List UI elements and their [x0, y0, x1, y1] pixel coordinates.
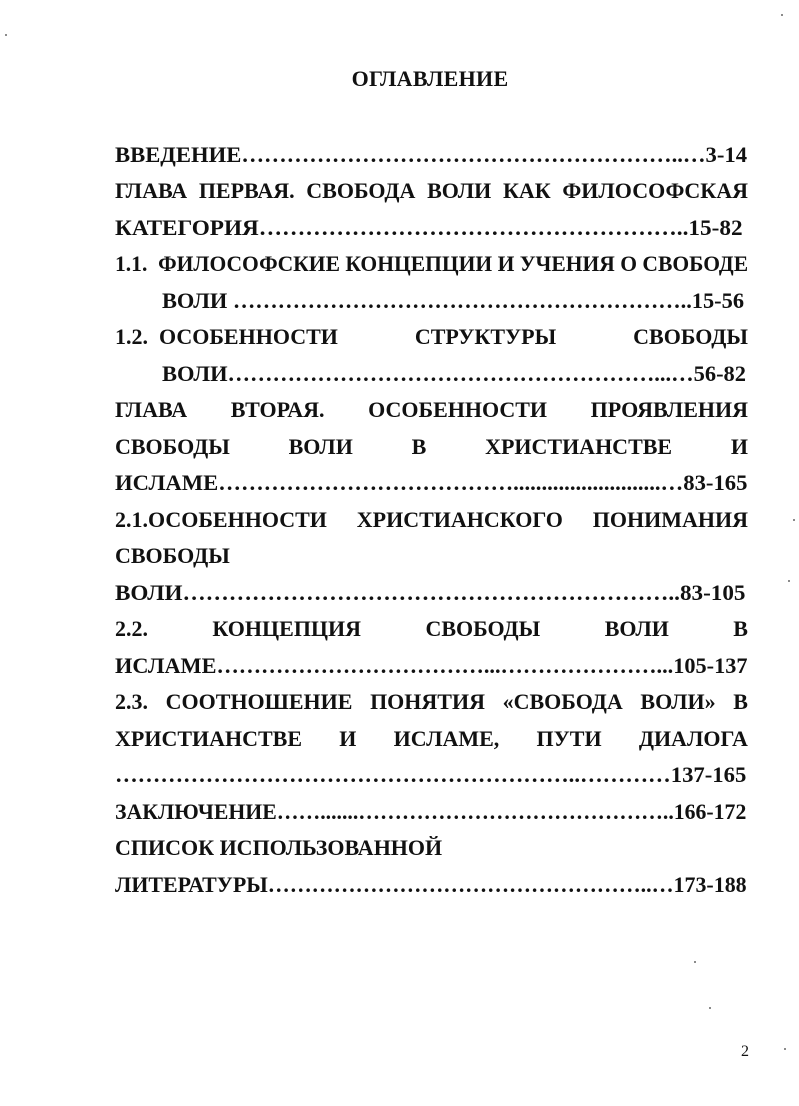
toc-line-section-1-2-b	[162, 361, 746, 387]
word: ГЛАВА	[115, 178, 188, 203]
toc-text: ВОЛИ ……………………………………………………..15-56	[162, 288, 745, 313]
toc-line-introduction	[115, 142, 747, 168]
page-title: ОГЛАВЛЕНИЕ	[351, 66, 509, 91]
word: 2.1.ОСОБЕННОСТИ	[115, 507, 327, 532]
word: КАК	[502, 178, 551, 203]
toc-line-section-2-3-b	[115, 726, 748, 752]
scan-speck	[709, 1007, 711, 1009]
scan-speck	[784, 1048, 786, 1050]
toc-line-section-2-1-b	[115, 543, 230, 569]
toc-line-chapter-2-b	[115, 434, 748, 460]
word: СТРУКТУРЫ	[414, 324, 557, 349]
toc-line-section-2-2-b	[115, 653, 748, 679]
word: СВОБОДЫ	[633, 324, 748, 349]
toc-line-section-1-1-a	[115, 251, 748, 277]
toc-text: СВОБОДЫ	[115, 543, 230, 568]
toc-text: ……………………………………………………..…………137-165	[115, 762, 747, 787]
toc-text: СПИСОК ИСПОЛЬЗОВАННОЙ	[115, 835, 443, 860]
toc-text: ВВЕДЕНИЕ…………………………………………………..…3-14	[115, 142, 748, 167]
word: СВОБОДЫ	[425, 616, 541, 641]
scan-speck	[694, 961, 696, 963]
toc-line-chapter-1-b	[115, 215, 743, 241]
word: ПУТИ	[536, 726, 602, 751]
toc-line-section-2-1-c	[115, 580, 746, 606]
word: И	[730, 434, 748, 459]
toc-line-conclusion	[115, 799, 746, 825]
word: СВОБОДЫ	[115, 434, 230, 459]
page-number: 2	[741, 1043, 749, 1060]
word: ПЕРВАЯ.	[198, 178, 295, 203]
word: ВОЛИ	[604, 616, 669, 641]
word: ДИАЛОГА	[638, 726, 748, 751]
word: В	[733, 616, 748, 641]
toc-text: ЛИТЕРАТУРЫ……………………………………………..…173-188	[115, 872, 747, 897]
toc-text: 1.1. ФИЛОСОФСКИЕ КОНЦЕПЦИИ И УЧЕНИЯ О СВОБОДЕ	[115, 251, 749, 276]
word: ИСЛАМЕ,	[393, 726, 500, 751]
word: ОСОБЕННОСТИ	[368, 397, 548, 422]
toc-line-chapter-2-a	[115, 397, 748, 423]
toc-line-chapter-2-c	[115, 470, 748, 496]
toc-text: ЗАКЛЮЧЕНИЕ…….......……………………………………..166-172	[115, 799, 747, 824]
scan-speck	[5, 34, 7, 36]
word: ФИЛОСОФСКАЯ	[562, 178, 748, 203]
toc-text: ВОЛИ…………………………………………………...…56-82	[162, 361, 747, 386]
word: КОНЦЕПЦИЯ	[212, 616, 362, 641]
toc-text: ИСЛАМЕ…………………………………..........................…83-165	[115, 470, 748, 495]
word: СООТНОШЕНИЕ	[165, 689, 353, 714]
word: В	[411, 434, 427, 459]
word: ХРИСТИАНСКОГО	[356, 507, 563, 532]
word: 1.2. ОСОБЕННОСТИ	[115, 324, 338, 349]
toc-line-section-2-3-c	[115, 762, 746, 788]
word: ВТОРАЯ.	[230, 397, 325, 422]
scan-speck	[781, 14, 783, 16]
word: И	[339, 726, 357, 751]
word: «СВОБОДА	[502, 689, 623, 714]
toc-line-bibliography-b	[115, 872, 747, 898]
word: ПОНЯТИЯ	[370, 689, 485, 714]
toc-text: ИСЛАМЕ………………………………...…………………...105-137	[115, 653, 748, 678]
word: ВОЛИ»	[640, 689, 716, 714]
toc-line-bibliography-a	[115, 835, 442, 861]
toc-text: КАТЕГОРИЯ………………………………………………..15-82	[115, 215, 743, 240]
toc-text: ВОЛИ………………………………………………………..83-105	[115, 580, 746, 605]
word: СВОБОДА	[306, 178, 416, 203]
word: ГЛАВА	[115, 397, 188, 422]
word: 2.3.	[115, 689, 148, 714]
word: ПОНИМАНИЯ	[592, 507, 748, 532]
toc-line-chapter-1-a	[115, 178, 748, 204]
scan-speck	[788, 580, 790, 582]
word: ВОЛИ	[427, 178, 492, 203]
scan-speck	[793, 519, 795, 521]
word: ХРИСТИАНСТВЕ	[115, 726, 303, 751]
toc-line-section-2-2-a	[115, 616, 748, 642]
toc-line-section-2-1-a	[115, 507, 748, 533]
toc-line-section-1-2-a	[115, 324, 748, 350]
toc-line-section-1-1-b	[162, 288, 744, 314]
word: ПРОЯВЛЕНИЯ	[590, 397, 748, 422]
word: 2.2.	[115, 616, 148, 641]
toc-line-section-2-3-a	[115, 689, 748, 715]
word: ВОЛИ	[288, 434, 353, 459]
word: ХРИСТИАНСТВЕ	[485, 434, 673, 459]
word: В	[733, 689, 748, 714]
